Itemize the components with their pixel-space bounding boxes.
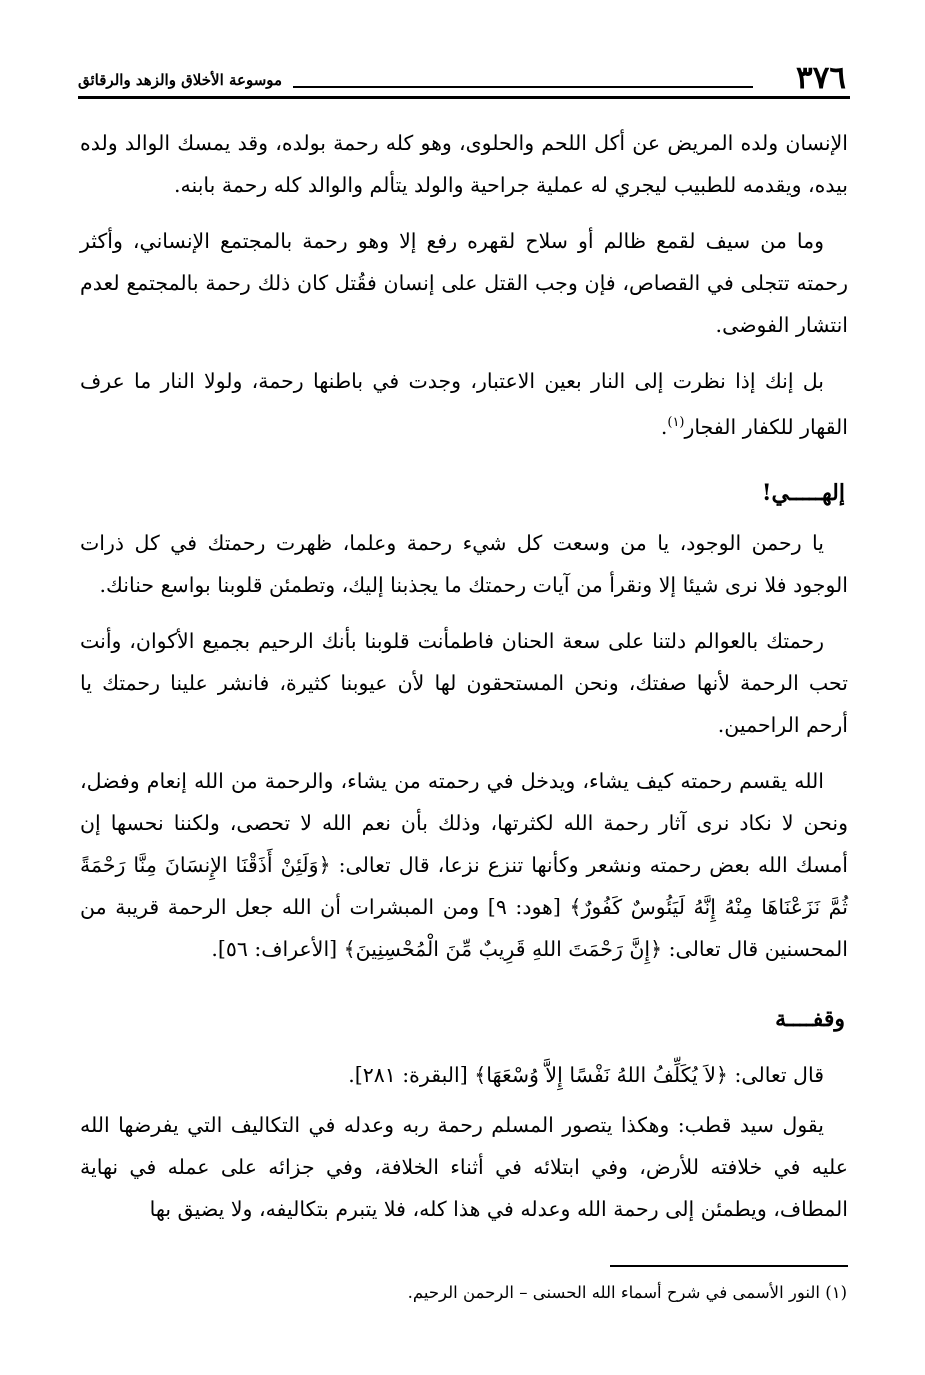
paragraph-3-text: بل إنك إذا نظرت إلى النار بعين الاعتبار، وجدت في باطنها رحمة، ولولا النار ما عرف القهار للكفار الفجار [80,369,848,439]
header-rule [78,96,850,99]
paragraph-1: الإنسان ولده المريض عن أكل اللحم والحلوى، وهو كله رحمة بولده، وقد يمسك الوالد ولده بيده، ويقدمه للطبيب ليجري له عملية جراحية والولد يتألم والوالد كله رحمة بابنه. [80,131,848,197]
footnote-marker: (١) [667,415,685,430]
opening-text-block [80,122,848,448]
page-header [78,60,850,100]
book-title: موسوعة الأخلاق والزهد والرقائق [78,71,283,89]
paragraph-qutb: يقول سيد قطب: وهكذا يتصور المسلم رحمة ربه وعدله في التكاليف التي يفرضها الله عليه في خلافته للأرض، وفي ابتلائه في أثناء الخلافة، وفي جزائه على عمله في نهاية المطاف، ويطمئن إلى رحمة الله وعدله في هذا كله، فلا يتبرم بتكاليفه، ولا يضيق بها [80,1113,848,1221]
paragraph-2: وما من سيف لقمع ظالم أو سلاح لقهره رفع إلا وهو رحمة بالمجتمع الإنساني، وأكثر رحمته تتجلى في القصاص، فإن وجب القتل على إنسان فقُتل كان ذلك رحمة بالمجتمع لعدم انتشار الفوضى. [80,229,848,337]
paragraph-6: الله يقسم رحمته كيف يشاء، ويدخل في رحمته من يشاء، والرحمة من الله إنعام وفضل، ونحن لا نكاد نرى آثار رحمة الله لكثرتها، وذلك بأن نعم الله لا تحصى، ولكننا نحسها إن أمسك الله بعض رحمته ونشعر وكأنها تنزع نزعا، قال تعالى: ﴿وَلَئِنْ أَذَقْنَا الإِنسَانَ مِنَّا رَحْمَةً ثُمَّ نَزَعْنَاهَا مِنْهُ إِنَّهُ لَيَئُوسٌ كَفُورٌ﴾ [هود: ٩] ومن المبشرات أن الله جعل الرحمة قريبة من المحسنين قال تعالى: ﴿إِنَّ رَحْمَتَ اللهِ قَرِيبٌ مِّنَ الْمُحْسِنِينَ﴾ [الأعراف: ٥٦]. [80,769,848,961]
verse-line: قال تعالى: ﴿لاَ يُكَلِّفُ اللهُ نَفْسًا إِلاَّ وُسْعَهَا﴾ [البقرة: ٢٨١]. [348,1063,824,1087]
footnote-rule [610,1265,848,1267]
paragraph-5: رحمتك بالعوالم دلتنا على سعة الحنان فاطمأنت قلوبنا بأنك الرحيم بجميع الأكوان، وأنت تحب الرحمة لأنها صفتك، ونحن المستحقون لها لأن عيوبنا كثيرة، فانشر علينا رحمتك يا أرحم الراحمين. [80,629,848,737]
heading-ilahi: إلهـــــي! [761,480,845,506]
middle-text-block [80,522,848,970]
page-number: ٣٧٦ [796,60,846,96]
paragraph-3-end: . [660,414,668,439]
footnote: (١) النور الأسمى في شرح أسماء الله الحسنى – الرحمن الرحيم. [407,1283,847,1302]
paragraph-3 [80,360,848,448]
header-title-rule [293,86,753,88]
heading-waqfa: وقفــــة [775,1006,845,1032]
closing-text-block [80,1054,848,1230]
paragraph-4: يا رحمن الوجود، يا من وسعت كل شيء رحمة وعلما، ظهرت رحمتك في كل ذرات الوجود فلا نرى شيئا إلا ونقرأ من آيات رحمتك ما يجذبنا إليك، وتطمئن قلوبنا بواسع حنانك. [80,531,848,597]
